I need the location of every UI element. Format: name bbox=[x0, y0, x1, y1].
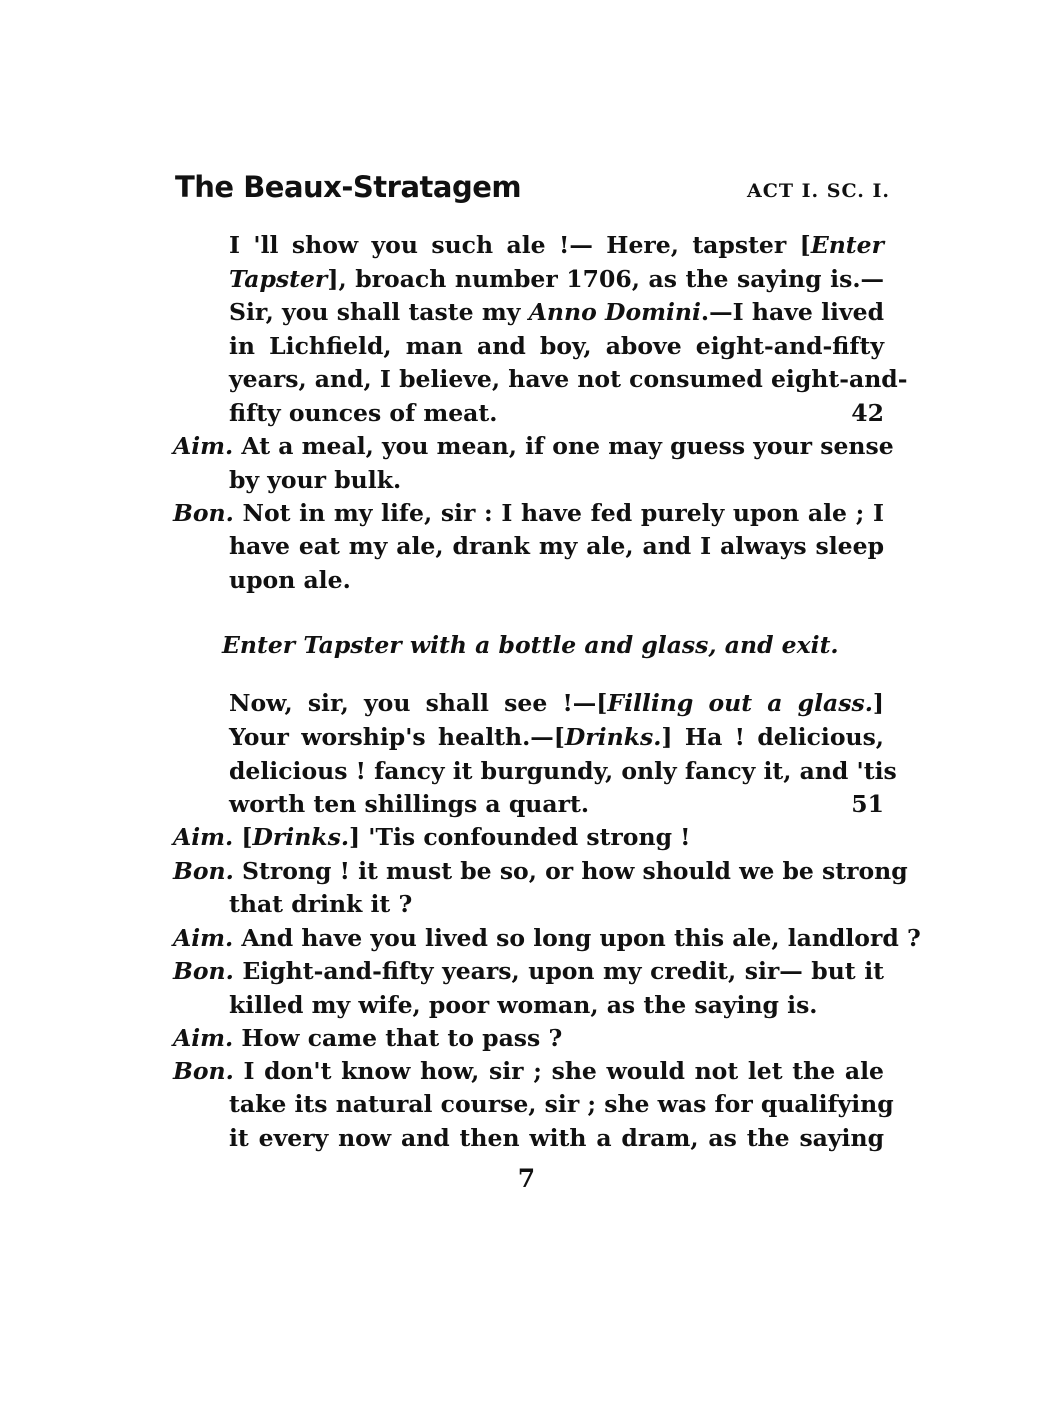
text-line: killed my wife, poor woman, as the saying is. bbox=[229, 991, 818, 1019]
speech-line: Bon. Strong ! it must be so, or how should we be strong bbox=[173, 857, 908, 885]
text-line: take its natural course, sir ; she was for qualifying bbox=[229, 1090, 894, 1118]
speech-line: Aim. [Drinks.] 'Tis confounded strong ! bbox=[173, 823, 691, 851]
text-line: Tapster], broach number 1706, as the saying is.— bbox=[229, 265, 884, 293]
text-line: delicious ! fancy it burgundy, only fancy it, and 'tis bbox=[229, 757, 897, 785]
speaker-name: Aim. bbox=[173, 924, 234, 952]
speaker-name: Aim. bbox=[173, 1024, 234, 1052]
speaker-name: Bon. bbox=[173, 1057, 234, 1085]
text-line: Your worship's health.—[Drinks.] Ha ! delicious, bbox=[229, 723, 884, 751]
stage-direction: Enter Tapster with a bottle and glass, and exit. bbox=[222, 631, 839, 659]
speaker-name: Bon. bbox=[173, 857, 234, 885]
line-number: 42 bbox=[851, 399, 884, 427]
speech-line: Aim. And have you lived so long upon this ale, landlord ? bbox=[173, 924, 921, 952]
page-number: 7 bbox=[517, 1164, 536, 1193]
text-line: by your bulk. bbox=[229, 466, 402, 494]
line-number: 51 bbox=[851, 790, 884, 818]
speaker-name: Bon. bbox=[173, 957, 234, 985]
text-line: it every now and then with a dram, as the saying bbox=[229, 1124, 884, 1152]
speech-line: Bon. Eight-and-fifty years, upon my credit, sir— but it bbox=[173, 957, 884, 985]
speech-line: Aim. At a meal, you mean, if one may guess your sense bbox=[173, 432, 894, 460]
speaker-name: Bon. bbox=[173, 499, 234, 527]
text-line: years, and, I believe, have not consumed eight-and- bbox=[229, 365, 908, 393]
text-line: I 'll show you such ale !— Here, tapster [Enter bbox=[229, 231, 884, 259]
text-line: have eat my ale, drank my ale, and I always sleep bbox=[229, 532, 884, 560]
running-title: The Beaux-Stratagem bbox=[175, 170, 522, 204]
speaker-name: Aim. bbox=[173, 823, 234, 851]
text-line: Now, sir, you shall see !—[Filling out a glass.] bbox=[229, 689, 884, 717]
text-line: in Lichfield, man and boy, above eight-and-fifty bbox=[229, 332, 884, 360]
text-line: Sir, you shall taste my Anno Domini.—I have lived bbox=[229, 298, 884, 326]
text-line: that drink it ? bbox=[229, 890, 413, 918]
speech-line: Aim. How came that to pass ? bbox=[173, 1024, 563, 1052]
act-scene-label: ACT I. SC. I. bbox=[747, 180, 890, 202]
speaker-name: Aim. bbox=[173, 432, 234, 460]
speech-line: Bon. Not in my life, sir : I have fed purely upon ale ; I bbox=[173, 499, 884, 527]
running-head bbox=[175, 170, 890, 214]
text-line: worth ten shillings a quart. 51 bbox=[229, 790, 884, 818]
speech-line: Bon. I don't know how, sir ; she would not let the ale bbox=[173, 1057, 884, 1085]
text-line: fifty ounces of meat. 42 bbox=[229, 399, 884, 427]
text-line: upon ale. bbox=[229, 566, 351, 594]
